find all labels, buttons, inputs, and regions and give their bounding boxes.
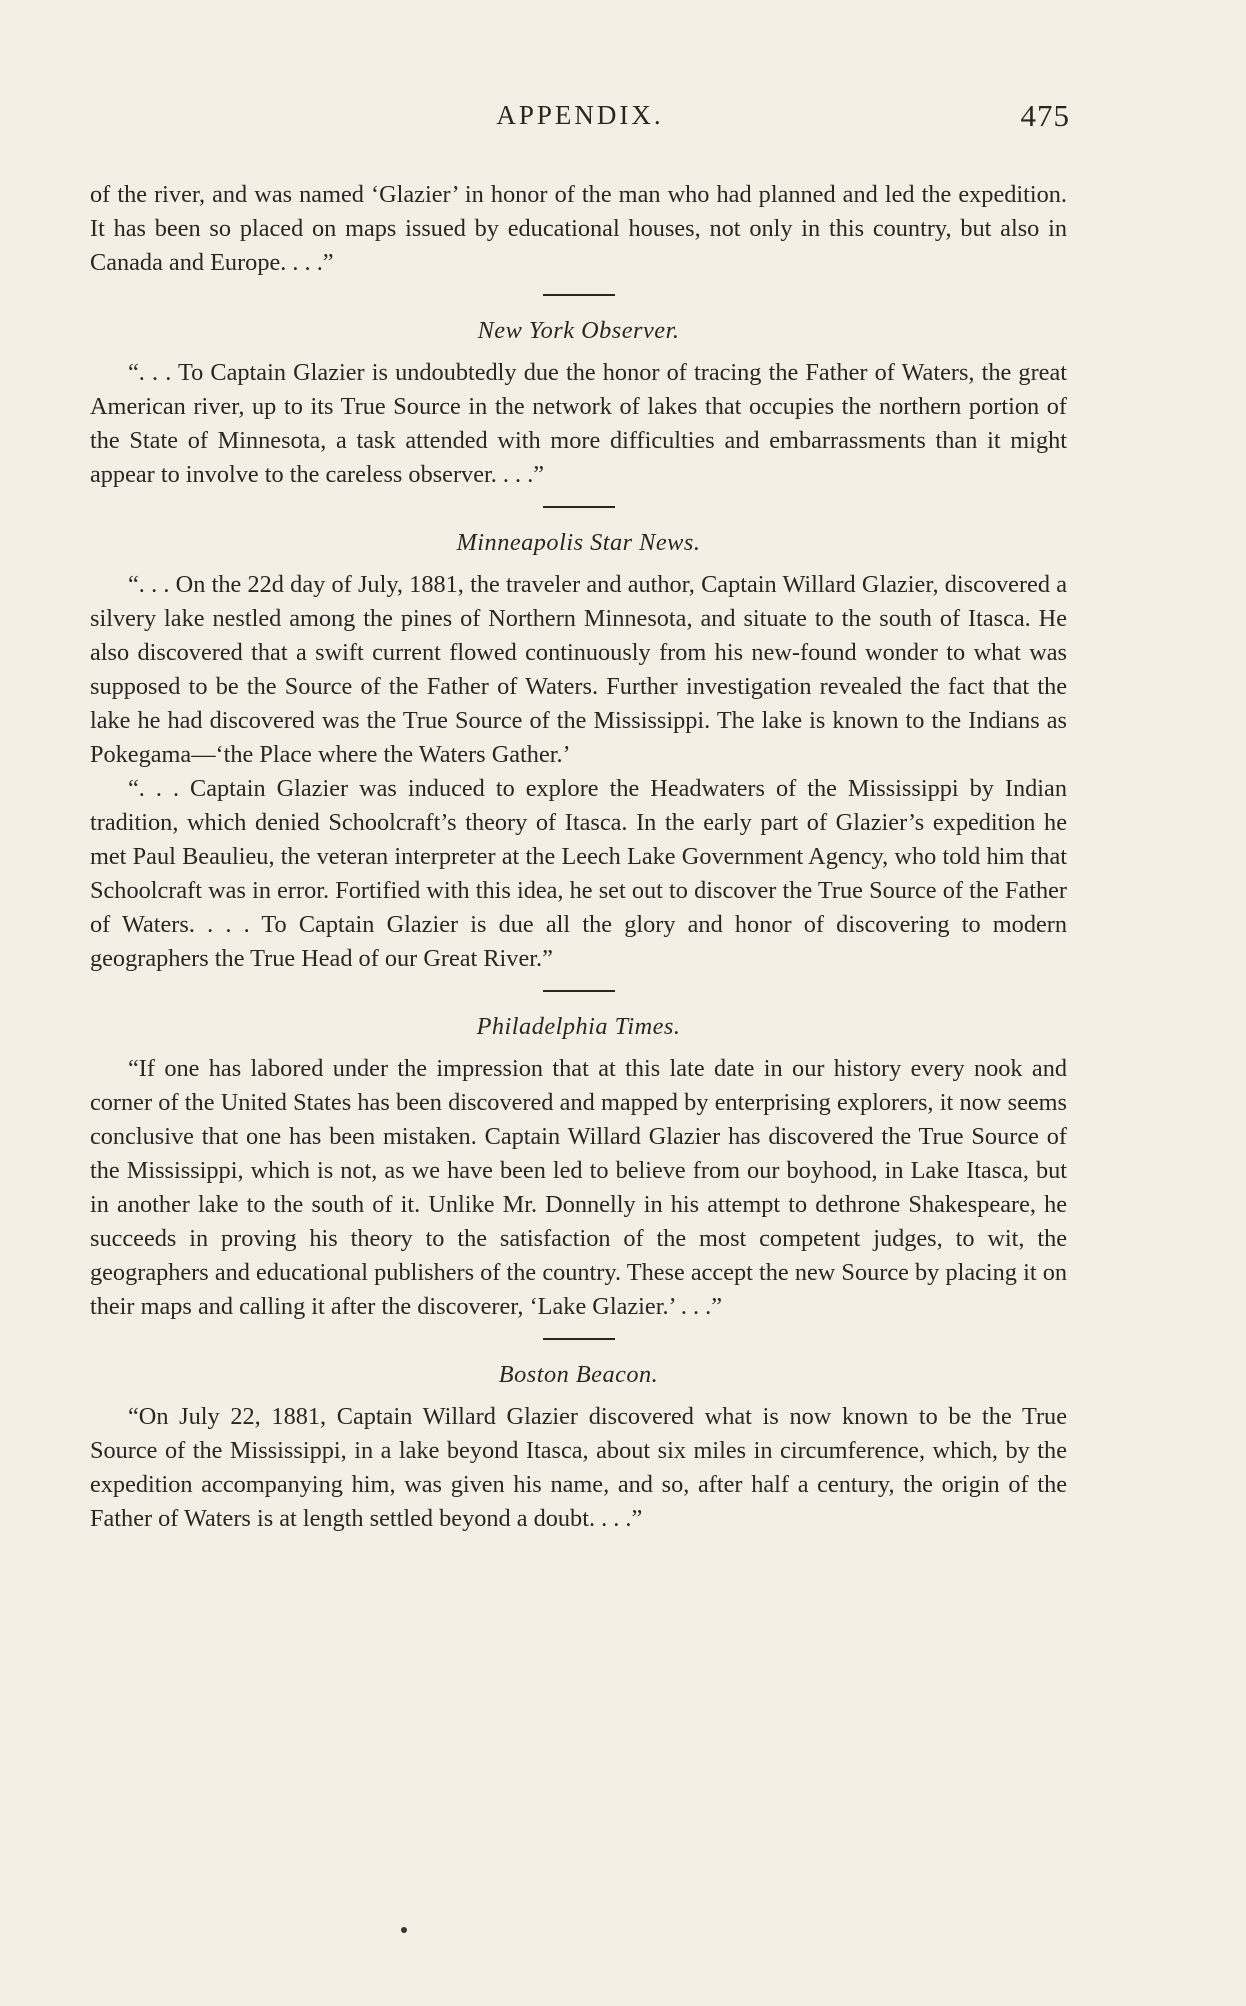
source-title: Philadelphia Times. <box>476 1013 681 1040</box>
printer-mark <box>401 1927 407 1933</box>
section-divider <box>543 294 615 296</box>
quote-paragraph: “. . . On the 22d day of July, 1881, the traveler and author, Captain Willard Glazier, discovered a silvery lake nestled among the pines of Northern Minnesota, and situate to the south of Itasca. He also discovered that a swift current flowed continuously from his new-found wonder to what was supposed to be the Source of the Father of Waters. Further investigation revealed the fact that the lake he had discovered was the True Source of the Mississippi. The lake is known to the Indians as Pokegama—‘the Place where the Waters Gather.’ <box>90 571 1067 768</box>
section-divider <box>543 506 615 508</box>
quote-paragraph: “On July 22, 1881, Captain Willard Glazier discovered what is now known to be the True Source of the Mississippi, in a lake beyond Itasca, about six miles in circumference, which, by the expedition accompanying him, was given his name, and so, after half a century, the origin of the Father of Waters is at length settled beyond a doubt. . . .” <box>90 1403 1067 1532</box>
intro-paragraph: of the river, and was named ‘Glazier’ in honor of the man who had planned and led the expedition. It has been so placed on maps issued by educational houses, not only in this country, but also in Canada and Europe. . . .” <box>90 181 1067 276</box>
section-divider <box>543 1338 615 1340</box>
source-title: Boston Beacon. <box>498 1361 659 1388</box>
source-title: Minneapolis Star News. <box>456 529 701 556</box>
section-divider <box>543 990 615 992</box>
page-number: 475 <box>1020 98 1070 133</box>
quote-paragraph: “. . . To Captain Glazier is undoubtedly due the honor of tracing the Father of Waters, the great American river, up to its True Source in the network of lakes that occupies the northern portion of the State of Minnesota, a task attended with more difficulties and embarrassments than it might appear to involve to the careless observer. . . .” <box>90 359 1067 488</box>
quote-paragraph: “If one has labored under the impression that at this late date in our history every nook and corner of the United States has been discovered and mapped by enterprising explorers, it now seems conclusive that one has been mistaken. Captain Willard Glazier has discovered the True Source of the Mississippi, which is not, as we have been led to believe from our boyhood, in Lake Itasca, but in another lake to the south of it. Unlike Mr. Donnelly in his attempt to dethrone Shakespeare, he succeeds in proving his theory to the satisfaction of the most competent judges, to wit, the geographers and educational publishers of the country. These accept the new Source by placing it on their maps and calling it after the discoverer, ‘Lake Glazier.’ . . .” <box>90 1055 1067 1320</box>
source-title: New York Observer. <box>477 317 680 344</box>
running-head: APPENDIX. <box>496 100 664 130</box>
page-body <box>90 178 1067 1536</box>
page-header <box>90 98 1070 138</box>
quote-paragraph: “. . . Captain Glazier was induced to explore the Headwaters of the Mississippi by Indian tradition, which denied Schoolcraft’s theory of Itasca. In the early part of Glazier’s expedition he met Paul Beaulieu, the veteran interpreter at the Leech Lake Government Agency, who told him that Schoolcraft was in error. Fortified with this idea, he set out to discover the True Source of the Father of Waters. . . . To Captain Glazier is due all the glory and honor of discovering to modern geographers the True Head of our Great River.” <box>90 775 1067 972</box>
